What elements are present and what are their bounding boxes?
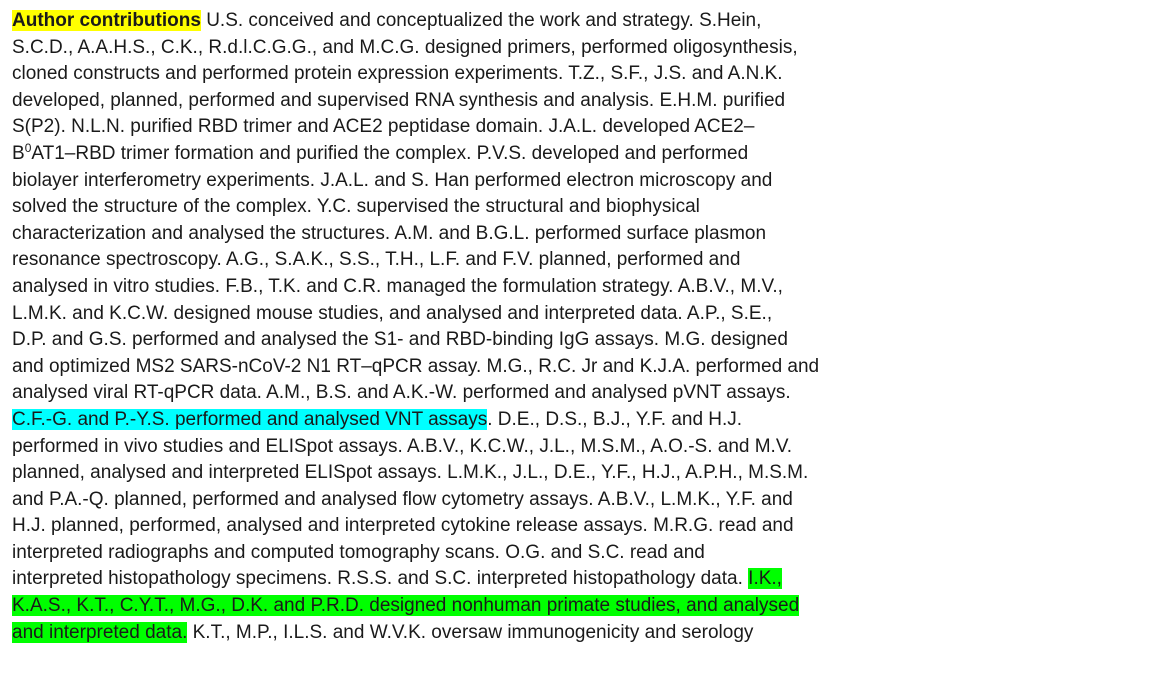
text-line-6-body: trimer formation and purified the complex. P.V.S. developed and performed	[120, 142, 749, 164]
text-line-18: planned, analysed and interpreted ELISpot assays. L.M.K., J.L., D.E., Y.F., H.J., A.P.H., M.S.M.	[12, 462, 809, 484]
text-line-7: biolayer interferometry experiments. J.A.L. and S. Han performed electron microscopy and	[12, 169, 773, 191]
text-line-9: characterization and analysed the structures. A.M. and B.G.L. performed surface plasmon	[12, 222, 767, 244]
text-line-13: D.P. and G.S. performed and analysed the S1- and RBD-binding IgG assays. M.G. designed	[12, 329, 788, 351]
text-line-2: S.C.D., A.A.H.S., C.K., R.d.l.C.G.G., and M.C.G. designed primers, performed oligosynthesis,	[12, 36, 798, 58]
nhp-highlight-3: and interpreted data.	[12, 621, 188, 643]
b0-rest: AT1–RBD	[31, 142, 116, 164]
b0-superscript: 0	[24, 140, 32, 155]
vnt-highlight: C.F.-G. and P.-Y.S. performed and analysed VNT assays	[12, 408, 488, 430]
text-line-16	[12, 407, 1152, 434]
text-line-24	[12, 620, 1152, 647]
text-line-21: interpreted radiographs and computed tomography scans. O.G. and S.C. read and	[12, 541, 705, 563]
nhp-highlight-1: I.K.,	[748, 568, 782, 590]
text-line-20: H.J. planned, performed, analysed and interpreted cytokine release assays. M.R.G. read and	[12, 515, 794, 537]
text-line-24-body: K.T., M.P., I.L.S. and W.V.K. oversaw immunogenicity and serology	[187, 621, 754, 643]
text-line-11: analysed in vitro studies. F.B., T.K. and C.R. managed the formulation strategy. A.B.V., M.V.,	[12, 275, 783, 297]
text-line-5: S(P2). N.L.N. purified RBD trimer and ACE2 peptidase domain. J.A.L. developed ACE2–	[12, 116, 755, 138]
text-line-1	[12, 8, 1152, 35]
section-heading: Author contributions	[12, 10, 201, 31]
text-line-8: solved the structure of the complex. Y.C. supervised the structural and biophysical	[12, 196, 700, 218]
text-line-22-body: interpreted histopathology specimens. R.S.S. and S.C. interpreted histopathology data.	[12, 568, 749, 590]
text-line-22	[12, 566, 1152, 593]
text-line-16-body: . D.E., D.S., B.J., Y.F. and H.J.	[487, 408, 743, 430]
text-line-3: cloned constructs and performed protein expression experiments. T.Z., S.F., J.S. and A.N.K.	[12, 63, 783, 85]
text-line-10: resonance spectroscopy. A.G., S.A.K., S.S., T.H., L.F. and F.V. planned, performed and	[12, 249, 741, 271]
text-line-4: developed, planned, performed and supervised RNA synthesis and analysis. E.H.M. purified	[12, 89, 786, 111]
author-contributions-paragraph	[12, 8, 1152, 646]
text-line-19: and P.A.-Q. planned, performed and analysed flow cytometry assays. A.B.V., L.M.K., Y.F. and	[12, 488, 793, 510]
text-line-1-body: U.S. conceived and conceptualized the work and strategy. S.Hein,	[200, 10, 762, 31]
text-line-17: performed in vivo studies and ELISpot assays. A.B.V., K.C.W., J.L., M.S.M., A.O.-S. and M.V.	[12, 435, 793, 457]
text-line-15: analysed viral RT-qPCR data. A.M., B.S. and A.K.-W. performed and analysed pVNT assays.	[12, 382, 791, 404]
text-line-6	[12, 141, 1152, 168]
text-line-23	[12, 593, 1152, 620]
b0-prefix: B	[12, 142, 25, 164]
text-line-12: L.M.K. and K.C.W. designed mouse studies, and analysed and interpreted data. A.P., S.E.,	[12, 302, 773, 324]
text-line-14: and optimized MS2 SARS-nCoV-2 N1 RT–qPCR assay. M.G., R.C. Jr and K.J.A. performed and	[12, 355, 820, 377]
nhp-highlight-2: K.A.S., K.T., C.Y.T., M.G., D.K. and P.R.D. designed nonhuman primate studies, and analysed	[12, 595, 800, 617]
